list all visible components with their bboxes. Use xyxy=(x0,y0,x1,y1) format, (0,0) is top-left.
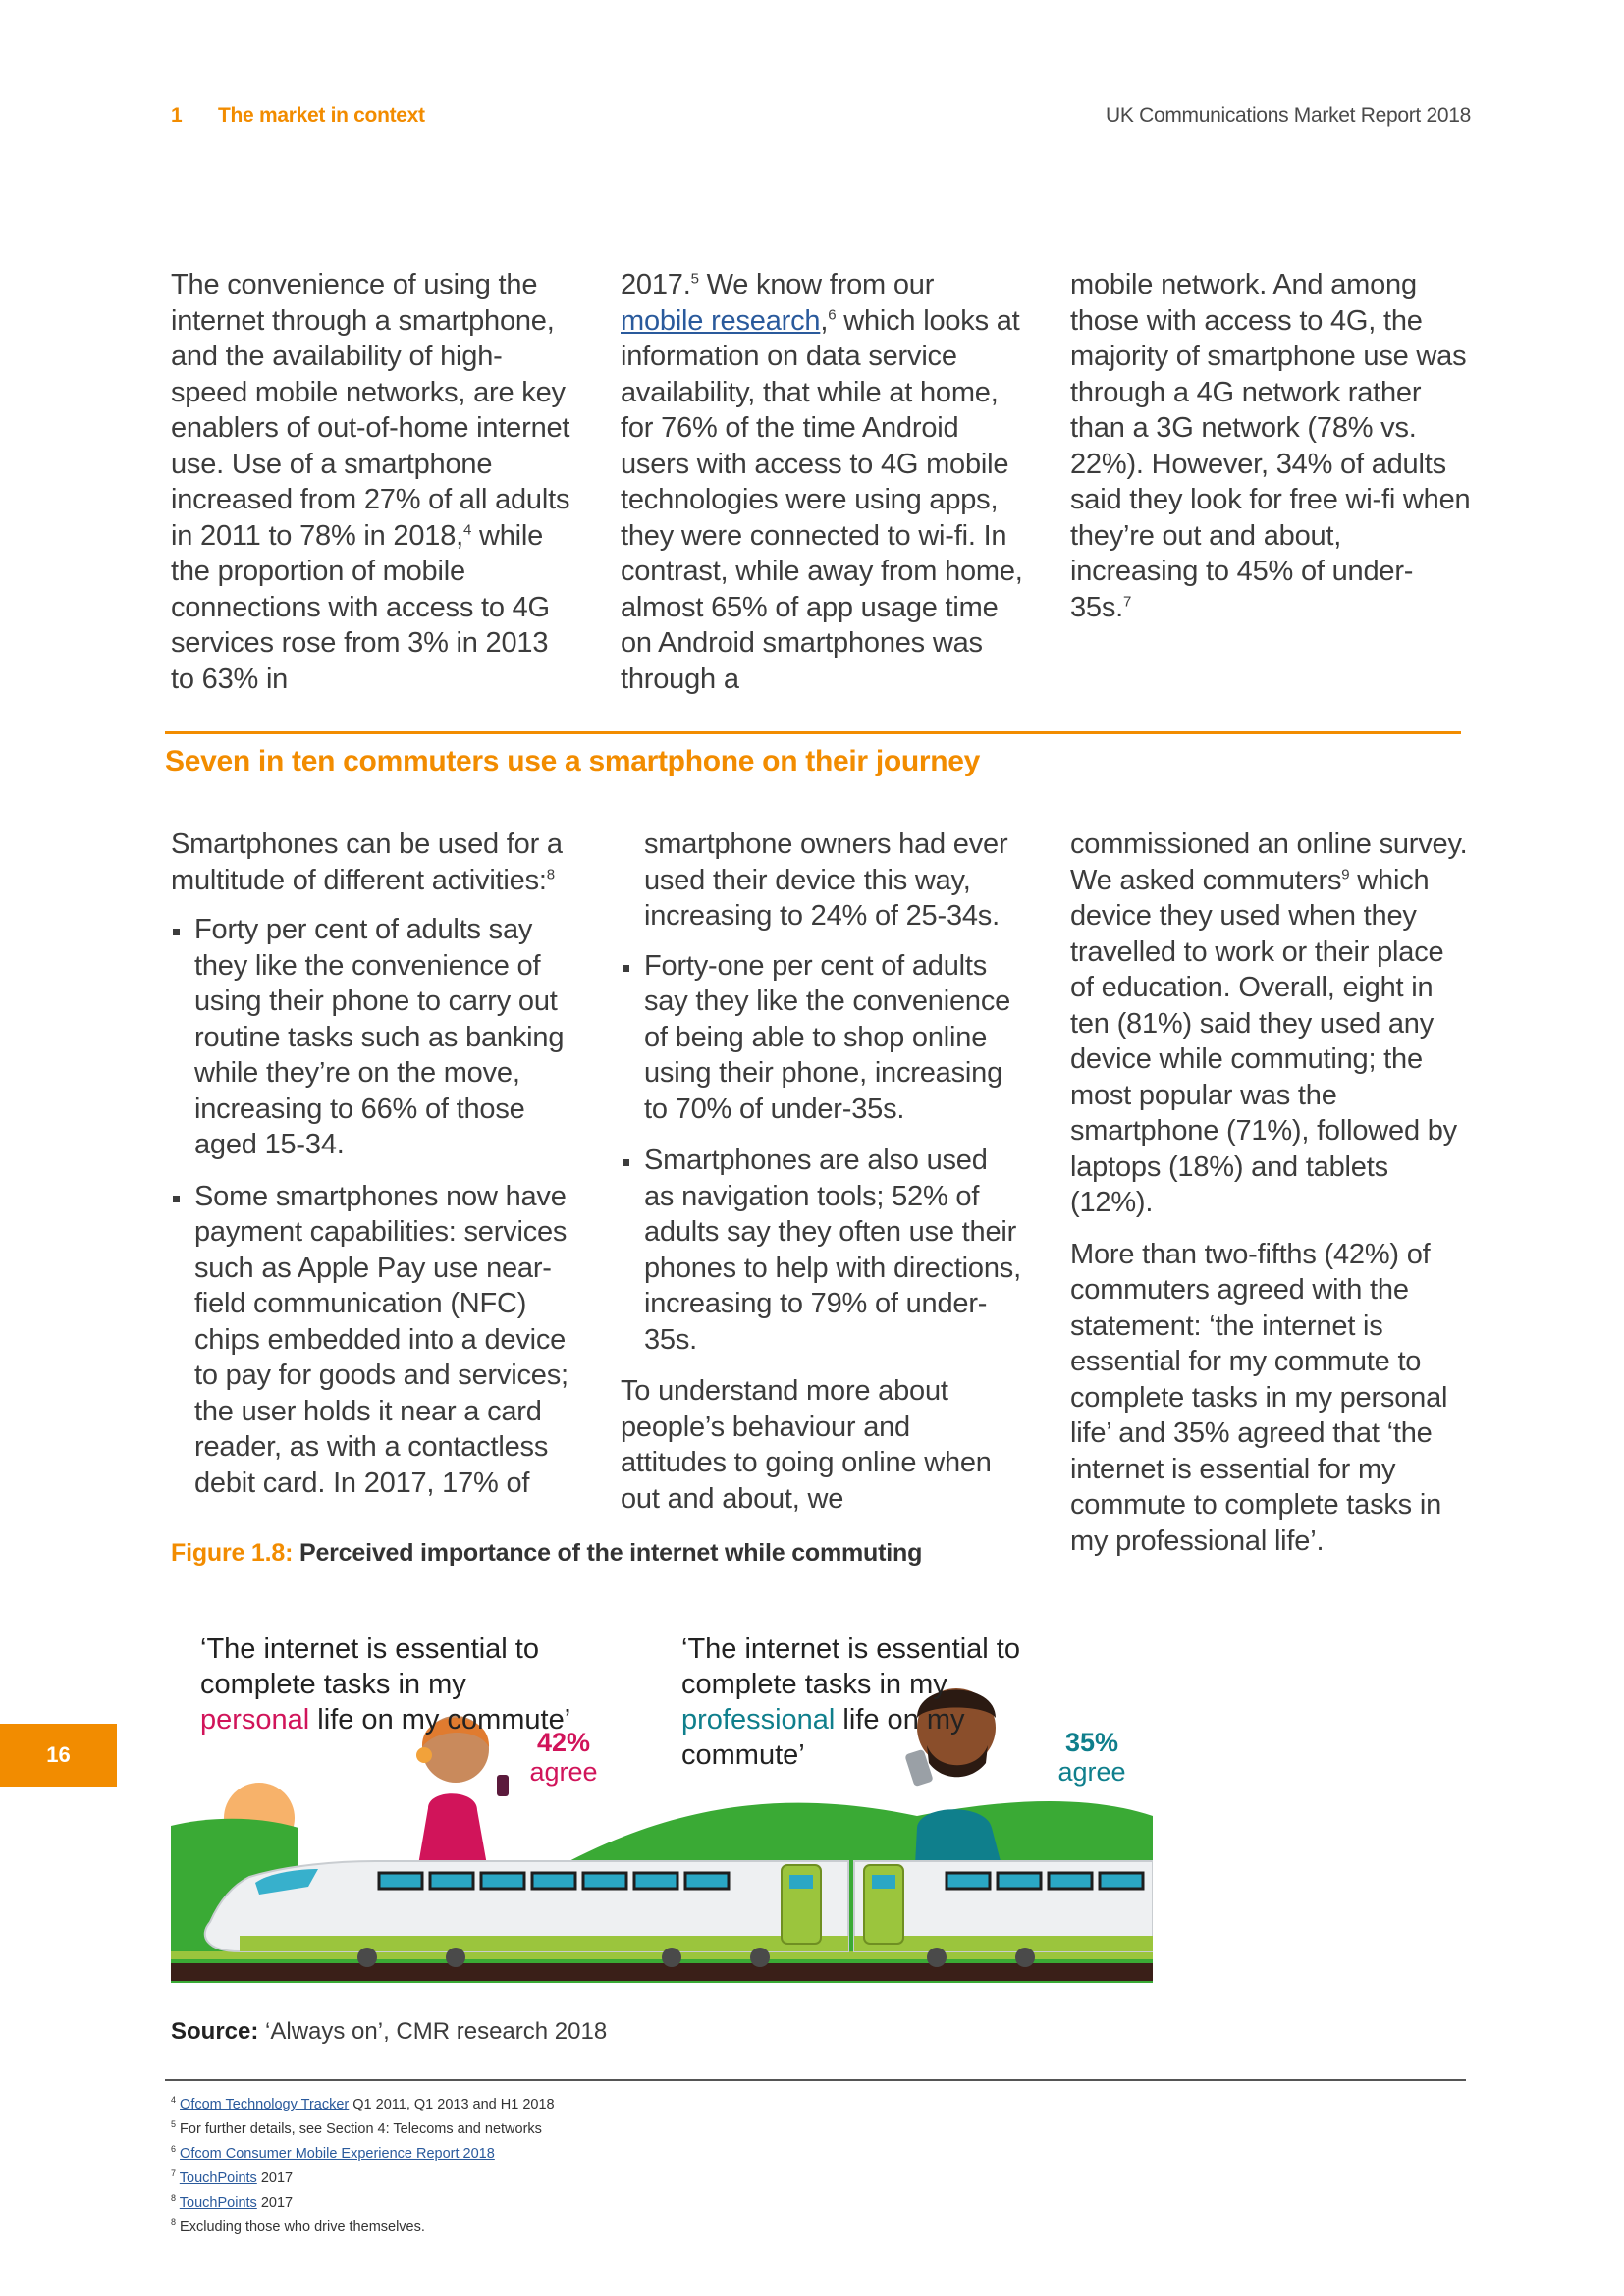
section-title: The market in context xyxy=(218,104,425,127)
personal-word: personal xyxy=(200,1704,310,1735)
professional-percent: 35% xyxy=(1064,1728,1119,1757)
personal-quote xyxy=(200,1631,573,1737)
footnote-number: 6 xyxy=(171,2144,177,2155)
footnote xyxy=(171,2121,542,2137)
footnote xyxy=(171,2146,495,2162)
footnote xyxy=(171,2097,555,2112)
footnote xyxy=(171,2219,425,2235)
survey-results-text: More than two-fifths (42%) of commuters agreed with the statement: ‘the internet is essential for my commute to complete tasks in my personal life’ and 35% agreed that ‘the internet is essential for my commute to complete tasks in my professional life’. xyxy=(1070,1238,1448,1557)
comma: , xyxy=(820,304,829,337)
quote-text: ‘The internet is essential to complete tasks in my xyxy=(200,1633,539,1700)
intro-column-1 xyxy=(171,267,573,697)
section2-column-1 xyxy=(171,827,573,1517)
section-number: 1 xyxy=(171,104,183,127)
footnote-divider xyxy=(165,2079,1466,2081)
bullet-item: Some smartphones now have payment capabilities: services such as Apple Pay use near-field communication (NFC) chips embedded into a device to pay for goods and services; the user holds it near a card reader, as with a contactless debit card. In 2017, 17% of xyxy=(171,1179,573,1502)
footnote xyxy=(171,2195,293,2211)
footnote-number: 7 xyxy=(171,2168,177,2179)
bullet-item: Forty-one per cent of adults say they like the convenience of being able to shop online using their phone, increasing to 70% of under-35s. xyxy=(621,948,1023,1128)
professional-quote xyxy=(681,1631,1055,1773)
bullet-item: Forty per cent of adults say they like the convenience of using their phone to carry out routine tasks such as banking while they’re on the move, increasing to 66% of those aged 15-34. xyxy=(171,912,573,1163)
intro-col2-text-b: We know from our xyxy=(698,269,935,300)
footnote-ref: 4 xyxy=(463,520,472,538)
professional-agree-stat xyxy=(1051,1728,1133,1787)
survey-intro-text: To understand more about people’s behaviour and attitudes to going online when out and about, we xyxy=(621,1375,992,1515)
footnote-number: 4 xyxy=(171,2095,177,2106)
train-front-car xyxy=(205,1861,848,1967)
personal-agree-label: agree xyxy=(529,1757,598,1787)
footnote-ref: 7 xyxy=(1123,592,1132,610)
section-divider xyxy=(165,731,1461,734)
footnote-text: Excluding those who drive themselves. xyxy=(180,2219,425,2235)
page-number: 16 xyxy=(0,1724,117,1787)
intro-column-2 xyxy=(621,267,1023,697)
bullet-list xyxy=(171,912,573,1501)
report-title: UK Communications Market Report 2018 xyxy=(1105,104,1471,127)
source-label: Source: xyxy=(171,2018,259,2045)
intro-col3-text: mobile network. And among those with access to 4G, the majority of smartphone use was through a 4G network rather than a 3G network (78% vs. 22%). However, 34% of adults said they look for free wi-fi when they’re out and about, increasing to 45% of under-35s. xyxy=(1070,269,1471,623)
footnote-number: 8 xyxy=(171,2217,177,2228)
footnote-number: 8 xyxy=(171,2193,177,2204)
footnote-number: 5 xyxy=(171,2119,177,2130)
footnote-text: 2017 xyxy=(256,2170,294,2186)
lead-text: Smartphones can be used for a multitude of different activities: xyxy=(171,828,563,896)
footnote-ref: 6 xyxy=(828,305,837,323)
survey-text-a: commissioned an online survey. We asked commuters xyxy=(1070,828,1468,896)
section-subheading: Seven in ten commuters use a smartphone on their journey xyxy=(165,745,981,777)
footnote-link[interactable]: TouchPoints xyxy=(179,2195,257,2211)
quote-text: ‘The internet is essential to complete tasks in my xyxy=(681,1633,1020,1700)
footnote-link[interactable]: TouchPoints xyxy=(179,2170,257,2186)
quote-text: life on my commute’ xyxy=(681,1704,965,1771)
figure-label: Figure 1.8: xyxy=(171,1539,294,1567)
intro-col2-text-d: which looks at information on data service availability, that while at home, for 76% of the time Android users with access to 4G mobile technologies were using apps, they were connected to wi-fi. In contrast, while away from home, almost 65% of app usage time on Android smartphones was through a xyxy=(621,304,1023,695)
intro-col1-text-b: while the proportion of mobile connections with access to 4G services rose from 3% in 2013 to 63% in xyxy=(171,519,550,695)
train-rear-car xyxy=(854,1861,1153,1967)
railway-track xyxy=(171,1963,1153,1981)
footnote xyxy=(171,2170,293,2186)
footnote-ref: 9 xyxy=(1341,865,1350,882)
footnote-ref: 8 xyxy=(546,865,555,882)
professional-word: professional xyxy=(681,1704,836,1735)
figure-caption: Perceived importance of the internet while commuting xyxy=(298,1539,923,1567)
bullet-item: Smartphones are also used as navigation tools; 52% of adults say they often use their phones to help with directions, increasing to 79% of under-35s. xyxy=(621,1143,1023,1358)
intro-col1-text: The convenience of using the internet through a smartphone, and the availability of high-speed mobile networks, are key enablers of out-of-home internet use. Use of a smartphone increased from 27% of all adults in 2011 to 78% in 2018, xyxy=(171,269,570,552)
personal-agree-stat xyxy=(522,1728,605,1787)
footnote-ref: 5 xyxy=(690,270,699,288)
figure-title xyxy=(171,1539,922,1568)
section2-column-2 xyxy=(621,827,1023,1517)
mobile-research-link[interactable]: mobile research xyxy=(621,304,821,337)
footnote-text: Q1 2011, Q1 2013 and H1 2018 xyxy=(349,2097,555,2112)
intro-column-3 xyxy=(1070,267,1473,625)
woman-figure xyxy=(416,1716,509,1865)
rail-line xyxy=(171,1951,1153,1959)
footnote-link[interactable]: Ofcom Technology Tracker xyxy=(180,2097,350,2112)
quote-text: life on my commute’ xyxy=(309,1704,571,1735)
personal-percent: 42% xyxy=(536,1728,591,1757)
intro-col2-text-a: 2017. xyxy=(621,269,691,300)
professional-agree-label: agree xyxy=(1057,1757,1126,1787)
source-text: ‘Always on’, CMR research 2018 xyxy=(258,2018,608,2045)
bullet-list xyxy=(621,948,1023,1359)
footnote-text: For further details, see Section 4: Telecoms and networks xyxy=(180,2121,542,2137)
footnote-text: 2017 xyxy=(256,2195,294,2211)
survey-text-b: which device they used when they travelled to work or their place of education. Overall, eight in ten (81%) said they used any device while commuting; the most popular was the smartphone (71%), followed by laptops (18%) and tablets (12%). xyxy=(1070,864,1457,1218)
figure-source xyxy=(171,2018,607,2046)
continued-text: smartphone owners had ever used their device this way, increasing to 24% of 25-34s. xyxy=(644,828,1008,932)
footnote-link[interactable]: Ofcom Consumer Mobile Experience Report 2018 xyxy=(180,2146,495,2162)
section2-column-3 xyxy=(1070,827,1473,1559)
